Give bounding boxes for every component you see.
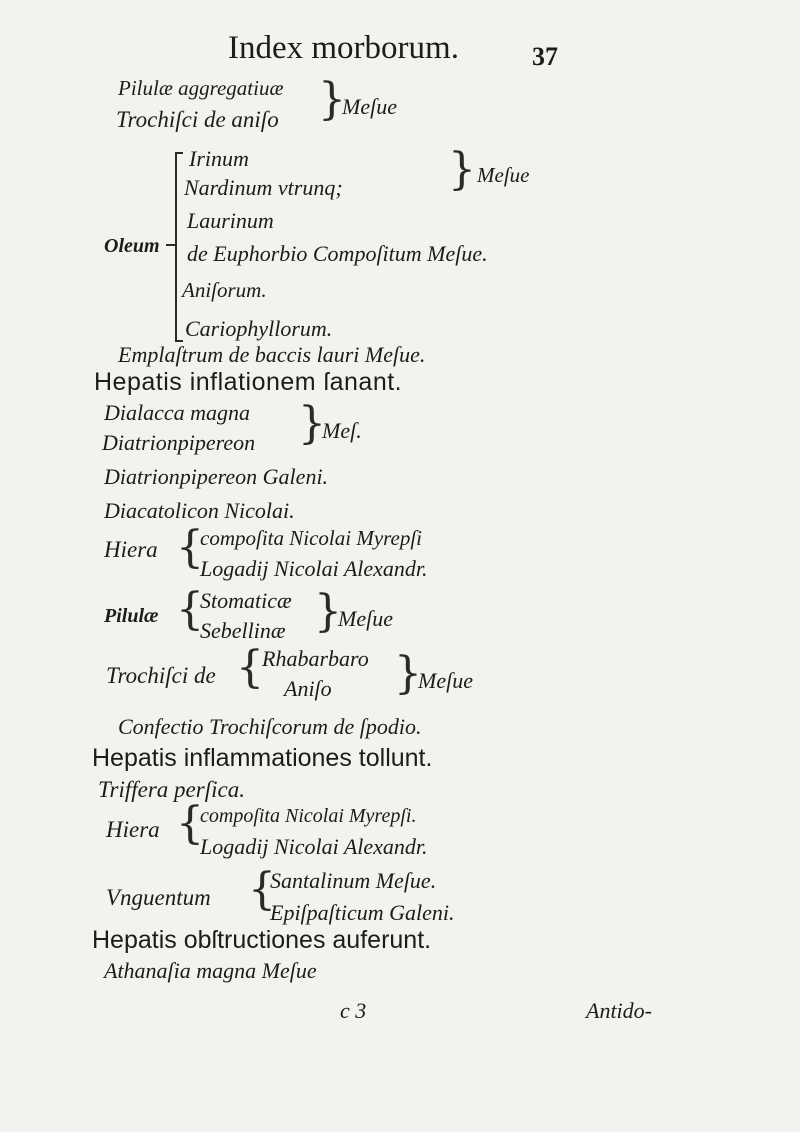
brace: { <box>176 584 204 635</box>
entry-label: Pilulæ <box>104 605 159 627</box>
entry-line: Emplaſtrum de baccis lauri Meſue. <box>118 342 426 367</box>
entry-line: de Euphorbio Compoſitum Meſue. <box>187 241 488 266</box>
section-heading: Hepatis inflationem ſanant. <box>94 368 403 396</box>
entry-line: Logadij Nicolai Alexandr. <box>200 834 428 859</box>
catchword: Antido- <box>586 998 652 1023</box>
entry-line: Aniſorum. <box>182 278 267 302</box>
brace: } <box>318 74 346 125</box>
entry-line: compoſita Nicolai Myrepſi <box>200 526 423 550</box>
brace-notch <box>166 244 175 246</box>
brace: { <box>236 642 264 693</box>
entry-line: Diatrionpipereon Galeni. <box>104 464 329 489</box>
brace: { <box>176 522 204 573</box>
entry-label: Oleum <box>104 235 160 257</box>
entry-line: Cariophyllorum. <box>185 316 333 341</box>
brace: { <box>176 798 204 849</box>
entry-line: Triffera perſica. <box>98 777 245 802</box>
brace: } <box>314 586 342 637</box>
entry-line: Nardinum vtrunq; <box>184 175 343 200</box>
entry-line: Athanaſia magna Meſue <box>104 958 317 983</box>
entry-author: Meſue <box>342 94 397 119</box>
entry-author: Meſ. <box>322 418 362 443</box>
section-heading: Hepatis obſtructiones auferunt. <box>92 926 432 954</box>
entry-author: Meſue <box>418 668 473 693</box>
page-number: 37 <box>532 42 558 71</box>
page-title: Index morborum. <box>228 30 459 66</box>
entry-author: Meſue <box>477 163 530 187</box>
entry-line: Diacatolicon Nicolai. <box>104 498 295 523</box>
entry-line: Confectio Trochiſcorum de ſpodio. <box>118 714 422 739</box>
brace: } <box>394 648 422 699</box>
entry-line: Logadij Nicolai Alexandr. <box>200 556 428 581</box>
entry-label: Trochiſci de <box>106 663 216 688</box>
brace: } <box>298 398 326 449</box>
entry-author: Meſue <box>338 606 393 631</box>
entry-line: Aniſo <box>284 676 332 701</box>
entry-line: Diatrionpipereon <box>102 430 256 455</box>
brace: } <box>448 144 476 195</box>
brace: { <box>248 864 276 915</box>
entry-line: Rhabarbaro <box>262 646 369 671</box>
entry-line: Laurinum <box>187 208 274 233</box>
entry-line: Pilulæ aggregatiuæ <box>118 76 284 100</box>
section-heading: Hepatis inflammationes tollunt. <box>92 744 433 772</box>
entry-label: Hiera <box>106 817 160 842</box>
entry-line: Irinum <box>189 146 249 171</box>
entry-line: Epiſpaſticum Galeni. <box>270 900 455 925</box>
entry-line: Dialacca magna <box>104 400 251 425</box>
entry-line: Sebellinæ <box>200 618 286 643</box>
signature-mark: c 3 <box>340 998 367 1023</box>
entry-line: compoſita Nicolai Myrepſi. <box>200 805 417 827</box>
entry-label: Hiera <box>104 537 158 562</box>
entry-line: Santalinum Meſue. <box>270 868 437 893</box>
entry-label: Vnguentum <box>106 885 211 910</box>
entry-line: Stomaticæ <box>200 588 292 613</box>
entry-line: Trochiſci de aniſo <box>116 107 279 132</box>
